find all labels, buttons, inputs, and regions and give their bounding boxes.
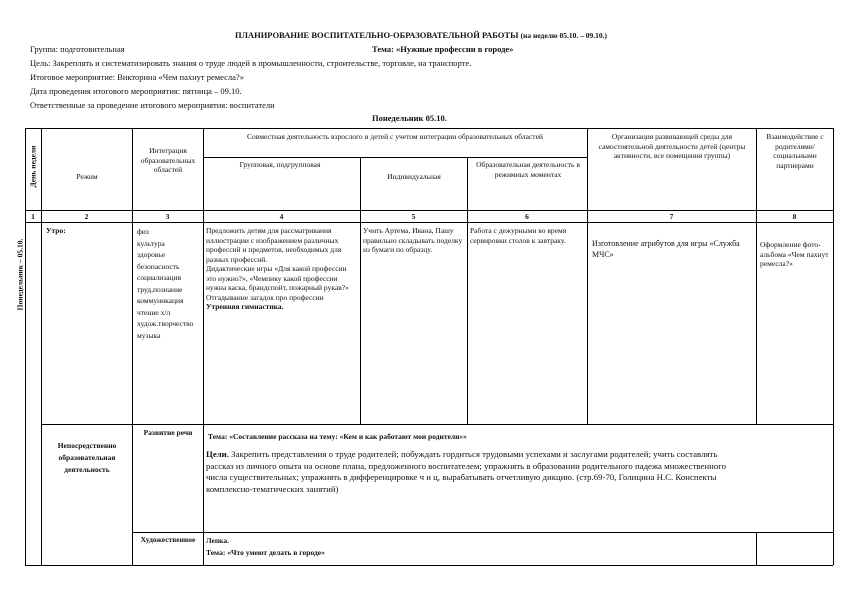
document-title: ПЛАНИРОВАНИЕ ВОСПИТАТЕЛЬНО-ОБРАЗОВАТЕЛЬНОЙ РАБОТЫ (на неделю 05.10. – 09.10.) — [235, 30, 607, 40]
speech-label: Развитие речи — [143, 428, 193, 437]
col-num: 8 — [792, 212, 797, 221]
responsible: Ответственные за проведение итогового мероприятия: воспитатели — [30, 100, 275, 110]
art-subject: Лепка. — [206, 536, 230, 545]
col-day-header: День недели — [28, 145, 38, 188]
col-num: 1 — [31, 212, 35, 221]
speech-topic: Тема: «Составление рассказа на тему: «Кем и как работают мои родители»» — [208, 432, 467, 441]
col-group-header: Групповая, подгрупповая — [239, 160, 321, 169]
regime-morning: Утро: — [46, 226, 66, 235]
col-joint-header: Совместная деятельность взрослого и детей с учетом интеграции образовательных областей — [247, 132, 543, 141]
art-label: Художественное — [140, 535, 196, 544]
col-num: 5 — [411, 212, 416, 221]
day-heading: Понедельник 05.10. — [372, 113, 447, 123]
col-parents-header: Взаимодействие с родителями/ социальными партнерами — [766, 132, 824, 170]
parents-activity: Оформление фото-альбома «Чем пахнут ремесла?» — [760, 240, 829, 268]
final-event: Итоговое мероприятие: Викторина «Чем пахнут ремесла?» — [30, 72, 244, 82]
final-event-date: Дата проведения итогового мероприятия: пятница – 09.10. — [30, 86, 242, 96]
col-integration-header: Интеграция образовательных областей — [140, 146, 196, 174]
art-topic: Тема: «Что умеют делать в городе» — [206, 548, 325, 557]
integration-list: физ культура здоровье безопасность социализация труд,познание коммуникация чтение х/л худож.творчество музыка — [137, 227, 194, 340]
col-environment-header: Организация развивающей среды для самостоятельной деятельности детей (центры активности, все помещения группы) — [598, 132, 746, 160]
individual-work: Учить Артема, Ивана, Пашу правильно складывать поделку из бумаги по образцу. — [363, 226, 463, 254]
environment-activity: Изготовление атрибутов для игры «Служба МЧС» — [592, 239, 740, 259]
group-work: Предложить детям для рассматривания иллюстрации с изображением различных профессий и предметов, необходимых для разных профессий. Дидактические игры «Для какой профессии это нужно?», «Чемпику какой профессии нужна каска, брандспойт, пожарный рукав?» Отгадывание загадок про профессии Утренняя гимнастика. — [206, 226, 349, 311]
col-num: 3 — [165, 212, 170, 221]
col-moments-header: Образовательная деятельность в режимных моментах — [476, 160, 580, 179]
day-label: Понедельник – 05.10. — [15, 238, 25, 311]
speech-goals: Цели. Закрепить представления о труде родителей; побуждать гордиться трудовыми успехами и заслугами родителей; учить составлять рассказ из личного опыта на основе плана, предложенного воспитателем; упражнять в образовании родительного падежа множественного числа существительных; упражнять в дифференцировке ч и ц, вырабатывать отчетливую дикцию. (стр.69-70, Голицина Н.С. Конспекты комплексно-тематических занятий) — [206, 449, 727, 494]
regime-direct: Непосредственно образовательная деятельность — [57, 441, 117, 474]
regime-moments-work: Работа с дежурными во время сервировки столов к завтраку. — [470, 226, 567, 245]
col-num: 6 — [525, 212, 529, 221]
group-label: Группа: подготовительная — [30, 44, 125, 54]
col-num: 4 — [279, 212, 284, 221]
col-num: 7 — [669, 212, 674, 221]
col-num: 2 — [84, 212, 89, 221]
col-individual-header: Индивидуальная — [387, 172, 441, 181]
week-goal: Цель: Закреплять и систематизировать знания о труде людей в промышленности, строительстве, торговле, на транспорте. — [30, 58, 472, 68]
week-theme: Тема: «Нужные профессии в городе» — [372, 44, 514, 54]
col-regime-header: Режим — [76, 172, 98, 181]
